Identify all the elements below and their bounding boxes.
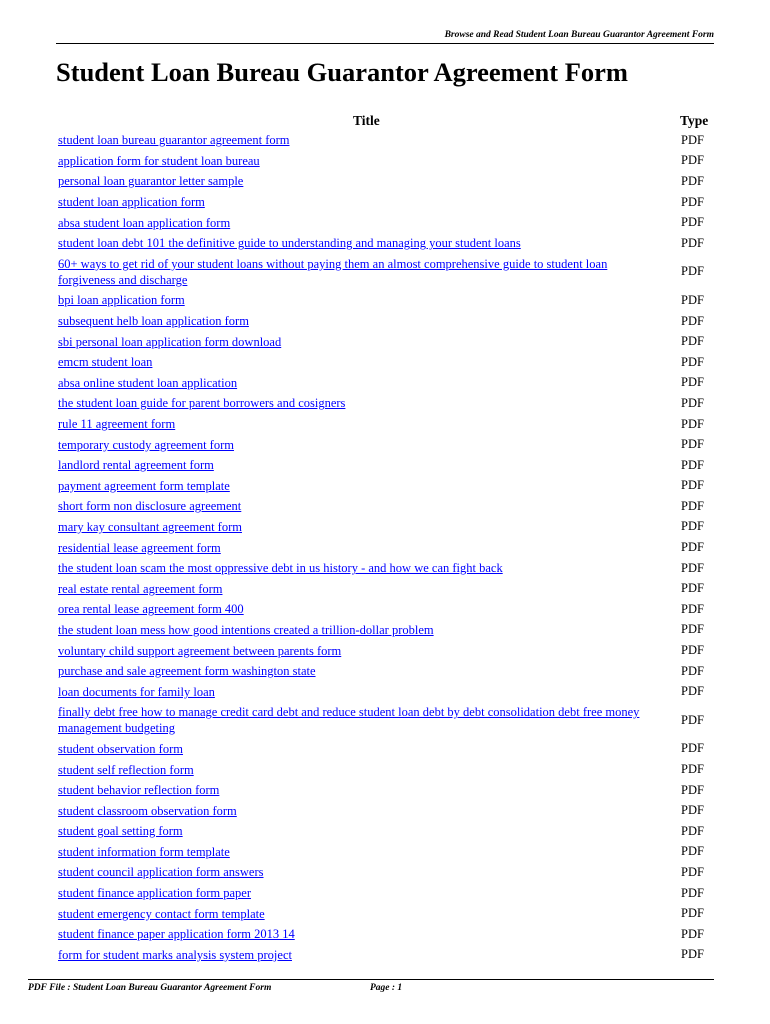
table-row	[58, 192, 718, 213]
document-title-link[interactable]: loan documents for family loan	[58, 684, 215, 699]
document-title-link[interactable]: sbi personal loan application form download	[58, 334, 282, 349]
document-title-link[interactable]: orea rental lease agreement form 400	[58, 602, 244, 617]
document-title-link[interactable]: student emergency contact form template	[58, 906, 265, 921]
document-type: PDF	[681, 581, 704, 596]
document-title-link[interactable]: student observation form	[58, 741, 183, 756]
table-row	[58, 924, 718, 945]
document-title-link[interactable]: voluntary child support agreement between parents form	[58, 643, 342, 658]
document-title-link[interactable]: student classroom observation form	[58, 803, 237, 818]
document-type: PDF	[681, 292, 704, 307]
table-row	[58, 537, 718, 558]
footer-divider	[28, 979, 714, 980]
document-type: PDF	[681, 153, 704, 168]
document-title-link[interactable]: purchase and sale agreement form washington state	[58, 664, 316, 679]
table-row	[58, 640, 718, 661]
document-title-link[interactable]: student finance paper application form 2013 14	[58, 927, 295, 942]
document-title-link[interactable]: form for student marks analysis system project	[58, 947, 292, 962]
document-title-link[interactable]: emcm student loan	[58, 355, 153, 370]
column-header-title: Title	[353, 113, 380, 128]
table-row	[58, 171, 718, 192]
document-title-link[interactable]: subsequent helb loan application form	[58, 314, 249, 329]
document-type: PDF	[681, 354, 704, 369]
document-type: PDF	[681, 741, 704, 756]
document-type: PDF	[681, 885, 704, 900]
table-row	[58, 290, 718, 311]
document-title-link[interactable]: 60+ ways to get rid of your student loans without paying them an almost comprehensive guide to student loan forgiveness and discharge	[58, 256, 608, 287]
document-title-link[interactable]: the student loan mess how good intentions created a trillion-dollar problem	[58, 622, 434, 637]
document-title-link[interactable]: mary kay consultant agreement form	[58, 519, 242, 534]
table-row	[58, 661, 718, 682]
document-title-link[interactable]: personal loan guarantor letter sample	[58, 174, 244, 189]
document-type: PDF	[681, 334, 704, 349]
document-title-link[interactable]: absa online student loan application	[58, 375, 238, 390]
document-title-link[interactable]: student self reflection form	[58, 762, 194, 777]
table-row	[58, 414, 718, 435]
document-type: PDF	[681, 643, 704, 658]
table-row	[58, 212, 718, 233]
document-type: PDF	[681, 844, 704, 859]
running-header: Browse and Read Student Loan Bureau Guarantor Agreement Form	[444, 30, 714, 40]
table-row	[58, 254, 718, 291]
document-title-link[interactable]: landlord rental agreement form	[58, 458, 214, 473]
table-row	[58, 455, 718, 476]
document-title-link[interactable]: rule 11 agreement form	[58, 417, 176, 432]
document-title-link[interactable]: real estate rental agreement form	[58, 581, 223, 596]
document-type: PDF	[681, 437, 704, 452]
document-type: PDF	[681, 375, 704, 390]
document-title-link[interactable]: student council application form answers	[58, 865, 264, 880]
document-type: PDF	[681, 926, 704, 941]
document-type: PDF	[681, 823, 704, 838]
document-title-link[interactable]: student goal setting form	[58, 824, 183, 839]
document-type: PDF	[681, 478, 704, 493]
document-title-link[interactable]: student loan debt 101 the definitive guide to understanding and managing your student loans	[58, 236, 521, 251]
table-row	[58, 759, 718, 780]
document-type: PDF	[681, 803, 704, 818]
document-type: PDF	[681, 864, 704, 879]
document-type: PDF	[681, 906, 704, 921]
table-row	[58, 739, 718, 760]
table-row	[58, 945, 718, 966]
column-header-type: Type	[680, 113, 709, 128]
header-divider	[56, 43, 714, 44]
table-row	[58, 151, 718, 172]
document-type: PDF	[681, 622, 704, 637]
table-row	[58, 476, 718, 497]
document-type: PDF	[681, 235, 704, 250]
document-type: PDF	[681, 457, 704, 472]
document-type: PDF	[681, 947, 704, 962]
footer-page-label: Page : 1	[370, 983, 403, 993]
footer-file-label: PDF File : Student Loan Bureau Guarantor Agreement Form	[28, 983, 272, 993]
document-type: PDF	[681, 194, 704, 209]
document-title-link[interactable]: short form non disclosure agreement	[58, 499, 242, 514]
document-title-link[interactable]: application form for student loan bureau	[58, 153, 260, 168]
document-type: PDF	[681, 601, 704, 616]
document-type: PDF	[681, 416, 704, 431]
document-title-link[interactable]: residential lease agreement form	[58, 540, 221, 555]
document-title-link[interactable]: student finance application form paper	[58, 886, 251, 901]
table-row	[58, 821, 718, 842]
table-row	[58, 393, 718, 414]
table-row	[58, 331, 718, 352]
table-row	[58, 702, 718, 739]
table-row	[58, 681, 718, 702]
document-type: PDF	[681, 173, 704, 188]
document-title-link[interactable]: the student loan guide for parent borrowers and cosigners	[58, 396, 346, 411]
table-row	[58, 862, 718, 883]
document-type: PDF	[681, 313, 704, 328]
table-row	[58, 130, 718, 151]
document-type: PDF	[681, 395, 704, 410]
document-title-link[interactable]: student information form template	[58, 844, 230, 859]
table-row	[58, 558, 718, 579]
table-row	[58, 842, 718, 863]
table-row	[58, 599, 718, 620]
table-row	[58, 903, 718, 924]
table-row	[58, 620, 718, 641]
document-type: PDF	[681, 264, 704, 279]
document-type: PDF	[681, 498, 704, 513]
document-type: PDF	[681, 132, 704, 147]
document-title-link[interactable]: bpi loan application form	[58, 293, 185, 308]
table-row	[58, 434, 718, 455]
table-row	[58, 373, 718, 394]
document-type: PDF	[681, 782, 704, 797]
document-title-link[interactable]: temporary custody agreement form	[58, 437, 234, 452]
table-row	[58, 578, 718, 599]
document-title-link[interactable]: payment agreement form template	[58, 478, 230, 493]
document-type: PDF	[681, 560, 704, 575]
table-row	[58, 233, 718, 254]
document-type: PDF	[681, 215, 704, 230]
document-type: PDF	[681, 712, 704, 727]
document-list	[58, 130, 718, 965]
document-type: PDF	[681, 540, 704, 555]
document-title-link[interactable]: student loan bureau guarantor agreement form	[58, 133, 290, 148]
table-row	[58, 311, 718, 332]
document-type: PDF	[681, 663, 704, 678]
table-row	[58, 517, 718, 538]
table-row	[58, 496, 718, 517]
page-title: Student Loan Bureau Guarantor Agreement Form	[56, 57, 628, 87]
table-row	[58, 883, 718, 904]
document-title-link[interactable]: student loan application form	[58, 195, 205, 210]
document-title-link[interactable]: absa student loan application form	[58, 215, 231, 230]
document-title-link[interactable]: the student loan scam the most oppressive debt in us history - and how we can fight back	[58, 561, 503, 576]
document-type: PDF	[681, 762, 704, 777]
document-type: PDF	[681, 684, 704, 699]
document-title-link[interactable]: student behavior reflection form	[58, 783, 220, 798]
table-row	[58, 780, 718, 801]
document-title-link[interactable]: finally debt free how to manage credit card debt and reduce student loan debt by debt consolidation debt free money management budgeting	[58, 705, 640, 736]
table-row	[58, 352, 718, 373]
document-type: PDF	[681, 519, 704, 534]
table-row	[58, 800, 718, 821]
